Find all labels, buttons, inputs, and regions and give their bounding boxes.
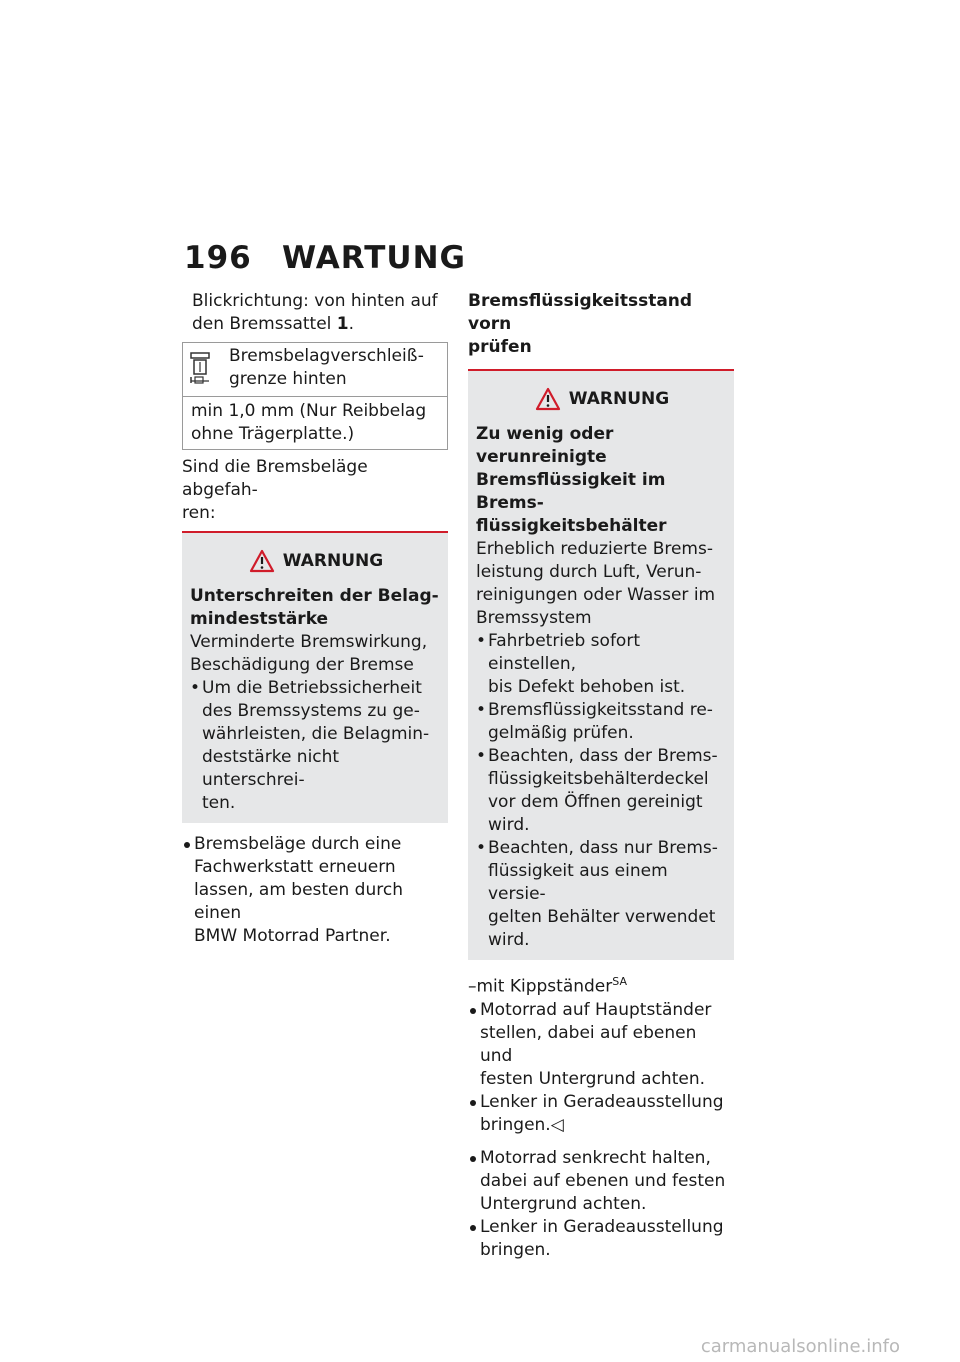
- watermark: carmanualsonline.info: [700, 1336, 900, 1357]
- instruction-step: Motorrad auf Hauptständer stellen, dabei auf ebenen und festen Untergrund achten.: [468, 999, 734, 1091]
- warning-bullet: • Fahrbetrieb sofort einstellen, bis Defekt behoben ist.: [476, 630, 728, 699]
- warning-bullet: • Bremsflüssigkeitsstand re- gelmäßig prüfen.: [476, 699, 728, 745]
- spec-table: [182, 342, 448, 450]
- equipment-condition: –mit Kippständer$^{SA}$: [468, 975, 627, 997]
- spec-label-row: [183, 343, 447, 397]
- condition-line: Sind die Bremsbeläge abgefah-: [182, 457, 368, 500]
- left-column: [182, 290, 448, 948]
- warning-text: Bremssystem: [476, 608, 592, 628]
- warning-heading: Unterschreiten der Belag-: [190, 586, 439, 606]
- warning-box: [468, 369, 734, 960]
- instruction-step: Lenker in Geradeausstellung bringen.◁: [468, 1091, 734, 1137]
- warning-text: Verminderte Bremswirkung,: [190, 632, 428, 652]
- warning-title: [190, 533, 442, 585]
- instruction-step: Bremsbeläge durch eine Fachwerkstatt erneuern lassen, am besten durch einen BMW Motorrad Partner.: [182, 833, 448, 948]
- warning-text: reinigungen oder Wasser im: [476, 585, 716, 605]
- warning-heading: flüssigkeitsbehälter: [476, 516, 667, 536]
- warning-label: WARNUNG: [568, 388, 670, 409]
- warning-title: [476, 371, 728, 423]
- warning-text: Beschädigung der Bremse: [190, 655, 414, 675]
- warning-label: WARNUNG: [282, 550, 384, 571]
- warning-heading: Bremsflüssigkeit im Brems-: [476, 470, 666, 513]
- brake-pad-wear-icon: [189, 345, 229, 392]
- spec-value: min 1,0 mm (Nur Reibbelag ohne Trägerplatte.): [191, 401, 427, 444]
- warning-heading: mindeststärke: [190, 609, 329, 629]
- section-title: WARTUNG: [282, 240, 466, 276]
- instruction-step: Lenker in Geradeausstellung bringen.: [468, 1216, 734, 1262]
- warning-bullet: • Um die Betriebssicherheit des Bremssystems zu ge- währleisten, die Belagmin- deststärke nicht unterschrei- ten.: [190, 677, 442, 815]
- warning-heading: Zu wenig oder verunreinigte: [476, 424, 614, 467]
- warning-bullet: • Beachten, dass der Brems- flüssigkeitsbehälterdeckel vor dem Öffnen gereinigt wird.: [476, 745, 728, 837]
- page-number: 196: [184, 240, 252, 276]
- instruction-step: Motorrad senkrecht halten, dabei auf ebenen und festen Untergrund achten.: [468, 1147, 734, 1216]
- warning-triangle-icon: [535, 387, 561, 411]
- reference-number: 1: [336, 314, 349, 334]
- warning-box: [182, 531, 448, 823]
- page-header: [184, 240, 466, 276]
- section-heading: Bremsflüssigkeitsstand vorn prüfen: [468, 291, 693, 357]
- special-equipment-mark: SA: [612, 975, 627, 988]
- intro-line: den Bremssattel 1.: [192, 314, 355, 334]
- spec-label: Bremsbelagverschleiß- grenze hinten: [229, 346, 424, 389]
- warning-text: Erheblich reduzierte Brems-: [476, 539, 713, 559]
- right-column: [468, 290, 734, 1262]
- intro-line: Blickrichtung: von hinten auf: [192, 291, 438, 311]
- warning-triangle-icon: [249, 549, 275, 573]
- condition-line: ren:: [182, 503, 216, 523]
- warning-bullet: • Beachten, dass nur Brems- flüssigkeit aus einem versie- gelten Behälter verwendet wird.: [476, 837, 728, 952]
- warning-text: leistung durch Luft, Verun-: [476, 562, 702, 582]
